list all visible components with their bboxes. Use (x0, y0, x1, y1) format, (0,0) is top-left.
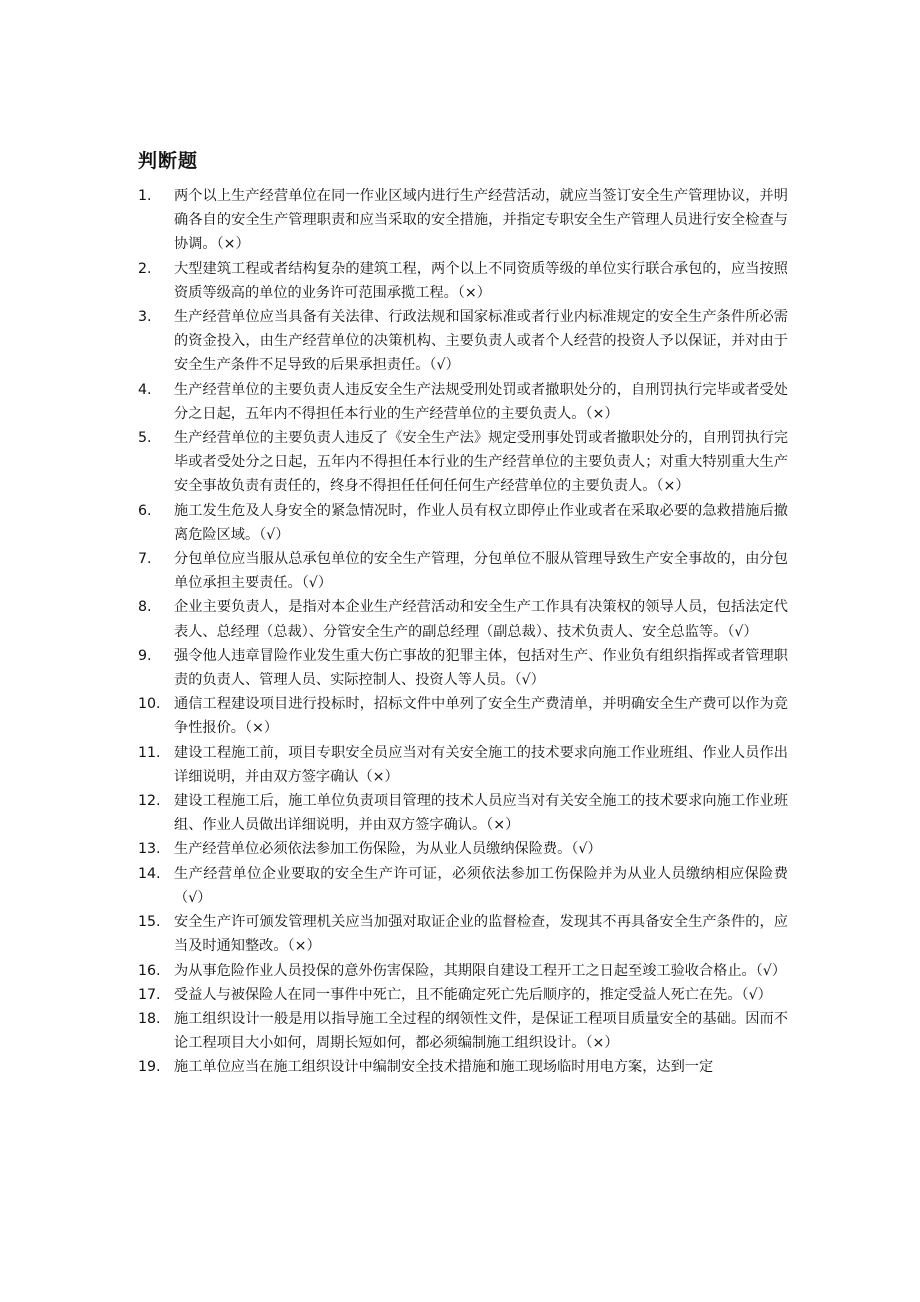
question-number: 16. (138, 962, 161, 979)
question-number: 19. (138, 1059, 161, 1076)
question-text: 通信工程建设项目进行投标时，招标文件中单列了安全生产费清单，并明确安全生产费可以作为竞争性报价。（×） (174, 696, 788, 737)
question-number: 8. (138, 599, 152, 616)
question-item (138, 426, 788, 499)
question-text: 建设工程施工后，施工单位负责项目管理的技术人员应当对有关安全施工的技术要求向施工作业班组、作业人员做出详细说明，并由双方签字确认。（×） (174, 793, 788, 834)
question-number: 15. (138, 914, 161, 931)
question-text: 生产经营单位应当具备有关法律、行政法规和国家标准或者行业内标准规定的安全生产条件所必需的资金投入，由生产经营单位的决策机构、主要负责人或者个人经营的投资人予以保证，并对由于安全生产条件不足导致的后果承担责任。（√） (174, 309, 788, 374)
question-number: 5. (138, 430, 152, 447)
question-item (138, 305, 788, 378)
question-item (138, 184, 788, 257)
question-number: 3. (138, 309, 152, 326)
question-item (138, 1007, 788, 1055)
question-number: 11. (138, 744, 161, 761)
question-item (138, 862, 788, 910)
question-item (138, 378, 788, 426)
question-text: 生产经营单位企业要取的安全生产许可证，必须依法参加工伤保险并为从业人员缴纳相应保险费（√） (174, 865, 788, 906)
question-text: 大型建筑工程或者结构复杂的建筑工程，两个以上不同资质等级的单位实行联合承包的，应当按照资质等级高的单位的业务许可范围承揽工程。（×） (174, 260, 788, 301)
question-text: 施工组织设计一般是用以指导施工全过程的纲领性文件，是保证工程项目质量安全的基础。因而不论工程项目大小如何，周期长短如何，都必须编制施工组织设计。（×） (174, 1010, 788, 1052)
question-item (138, 692, 788, 740)
question-item (138, 789, 788, 837)
question-text: 受益人与被保险人在同一事件中死亡，且不能确定死亡先后顺序的，推定受益人死亡在先。（√） (174, 986, 772, 1003)
question-item (138, 741, 788, 789)
question-list (138, 184, 788, 1080)
question-text: 生产经营单位的主要负责人违反安全生产法规受刑处罚或者撤职处分的，自刑罚执行完毕或者受处分之日起，五年内不得担任本行业的生产经营单位的主要负责人。（×） (174, 381, 788, 422)
section-heading: 判断题 (138, 150, 199, 172)
question-number: 18. (138, 1010, 161, 1027)
question-number: 13. (138, 841, 161, 858)
question-number: 12. (138, 793, 161, 810)
question-text: 安全生产许可颁发管理机关应当加强对取证企业的监督检查，发现其不再具备安全生产条件的，应当及时通知整改。（×） (174, 914, 788, 955)
question-number: 6. (138, 502, 152, 519)
question-number: 1. (138, 188, 152, 204)
question-number: 17. (138, 986, 161, 1003)
question-item (138, 547, 788, 595)
question-item (138, 499, 788, 547)
question-number: 14. (138, 865, 161, 882)
question-number: 2. (138, 260, 152, 277)
question-item (138, 1055, 788, 1079)
question-text: 建设工程施工前，项目专职安全员应当对有关安全施工的技术要求向施工作业班组、作业人员作出详细说明，并由双方签字确认（×） (174, 744, 788, 785)
question-item (138, 644, 788, 692)
question-item (138, 910, 788, 958)
question-item (138, 257, 788, 305)
question-text: 两个以上生产经营单位在同一作业区域内进行生产经营活动，就应当签订安全生产管理协议，并明确各自的安全生产管理职责和应当采取的安全措施，并指定专职安全生产管理人员进行安全检查与协调。（×） (174, 188, 788, 253)
question-text: 分包单位应当服从总承包单位的安全生产管理，分包单位不服从管理导致生产安全事故的，由分包单位承担主要责任。（√） (174, 551, 788, 592)
question-text: 施工发生危及人身安全的紧急情况时，作业人员有权立即停止作业或者在采取必要的急救措施后撤离危险区域。（√） (174, 502, 788, 543)
question-number: 9. (138, 647, 152, 664)
question-text: 为从事危险作业人员投保的意外伤害保险，其期限自建设工程开工之日起至竣工验收合格止。（√） (174, 962, 787, 979)
question-text: 企业主要负责人，是指对本企业生产经营活动和安全生产工作具有决策权的领导人员，包括法定代表人、总经理（总裁）、分管安全生产的副总经理（副总裁）、技术负责人、安全总监等。（√） (174, 599, 788, 640)
question-number: 10. (138, 696, 161, 713)
question-text: 生产经营单位必须依法参加工伤保险，为从业人员缴纳保险费。（√） (174, 841, 602, 858)
question-text: 生产经营单位的主要负责人违反了《安全生产法》规定受刑事处罚或者撤职处分的，自刑罚执行完毕或者受处分之日起，五年内不得担任本行业的生产经营单位的主要负责人；对重大特别重大生产安全事故负责有责任的，终身不得担任任何任何生产经营单位的主要负责人。（×） (174, 430, 788, 495)
question-number: 4. (138, 381, 152, 398)
question-text: 施工单位应当在施工组织设计中编制安全技术措施和施工现场临时用电方案，达到一定 (174, 1059, 714, 1076)
question-item (138, 983, 788, 1007)
question-item (138, 595, 788, 643)
question-item (138, 959, 788, 983)
question-item (138, 837, 788, 861)
question-text: 强令他人违章冒险作业发生重大伤亡事故的犯罪主体，包括对生产、作业负有组织指挥或者管理职责的负责人、管理人员、实际控制人、投资人等人员。（√） (174, 647, 788, 689)
question-number: 7. (138, 551, 152, 568)
